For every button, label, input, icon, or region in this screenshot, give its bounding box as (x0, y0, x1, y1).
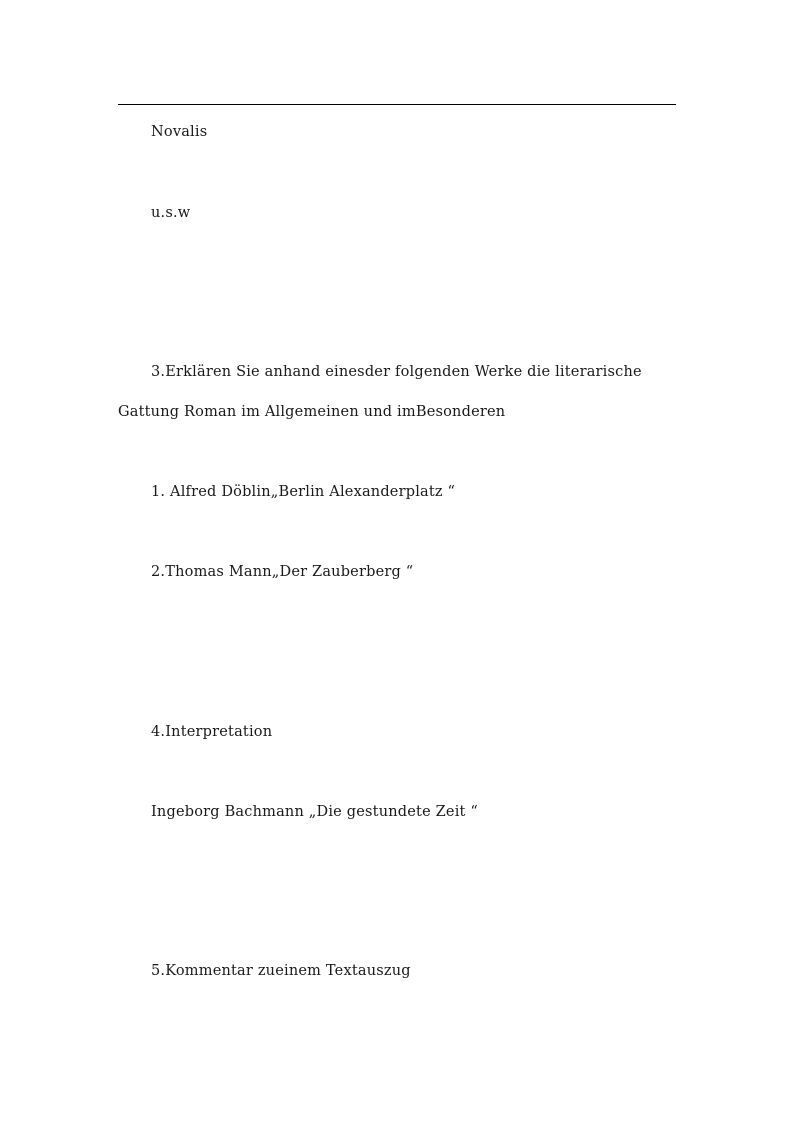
question-5-heading: 5.Kommentar zueinem Textauszug (151, 963, 411, 979)
work-item-2: 2.Thomas Mann„Der Zauberberg “ (151, 564, 414, 580)
text-usw: u.s.w (151, 205, 191, 221)
question-3-line-2: Gattung Roman im Allgemeinen und imBesonderen (118, 404, 506, 420)
work-item-1: 1. Alfred Döblin„Berlin Alexanderplatz “ (151, 484, 456, 500)
question-4-text: Ingeborg Bachmann „Die gestundete Zeit “ (151, 804, 478, 820)
question-4-title: Interpretation (165, 724, 273, 740)
question-4-heading (151, 722, 272, 742)
question-3-line-1: 3.Erklären Sie anhand einesder folgenden Werke die literarische (151, 364, 642, 380)
header-rule (118, 104, 676, 105)
text-novalis: Novalis (151, 124, 208, 140)
question-4-number: 4. (151, 724, 166, 740)
